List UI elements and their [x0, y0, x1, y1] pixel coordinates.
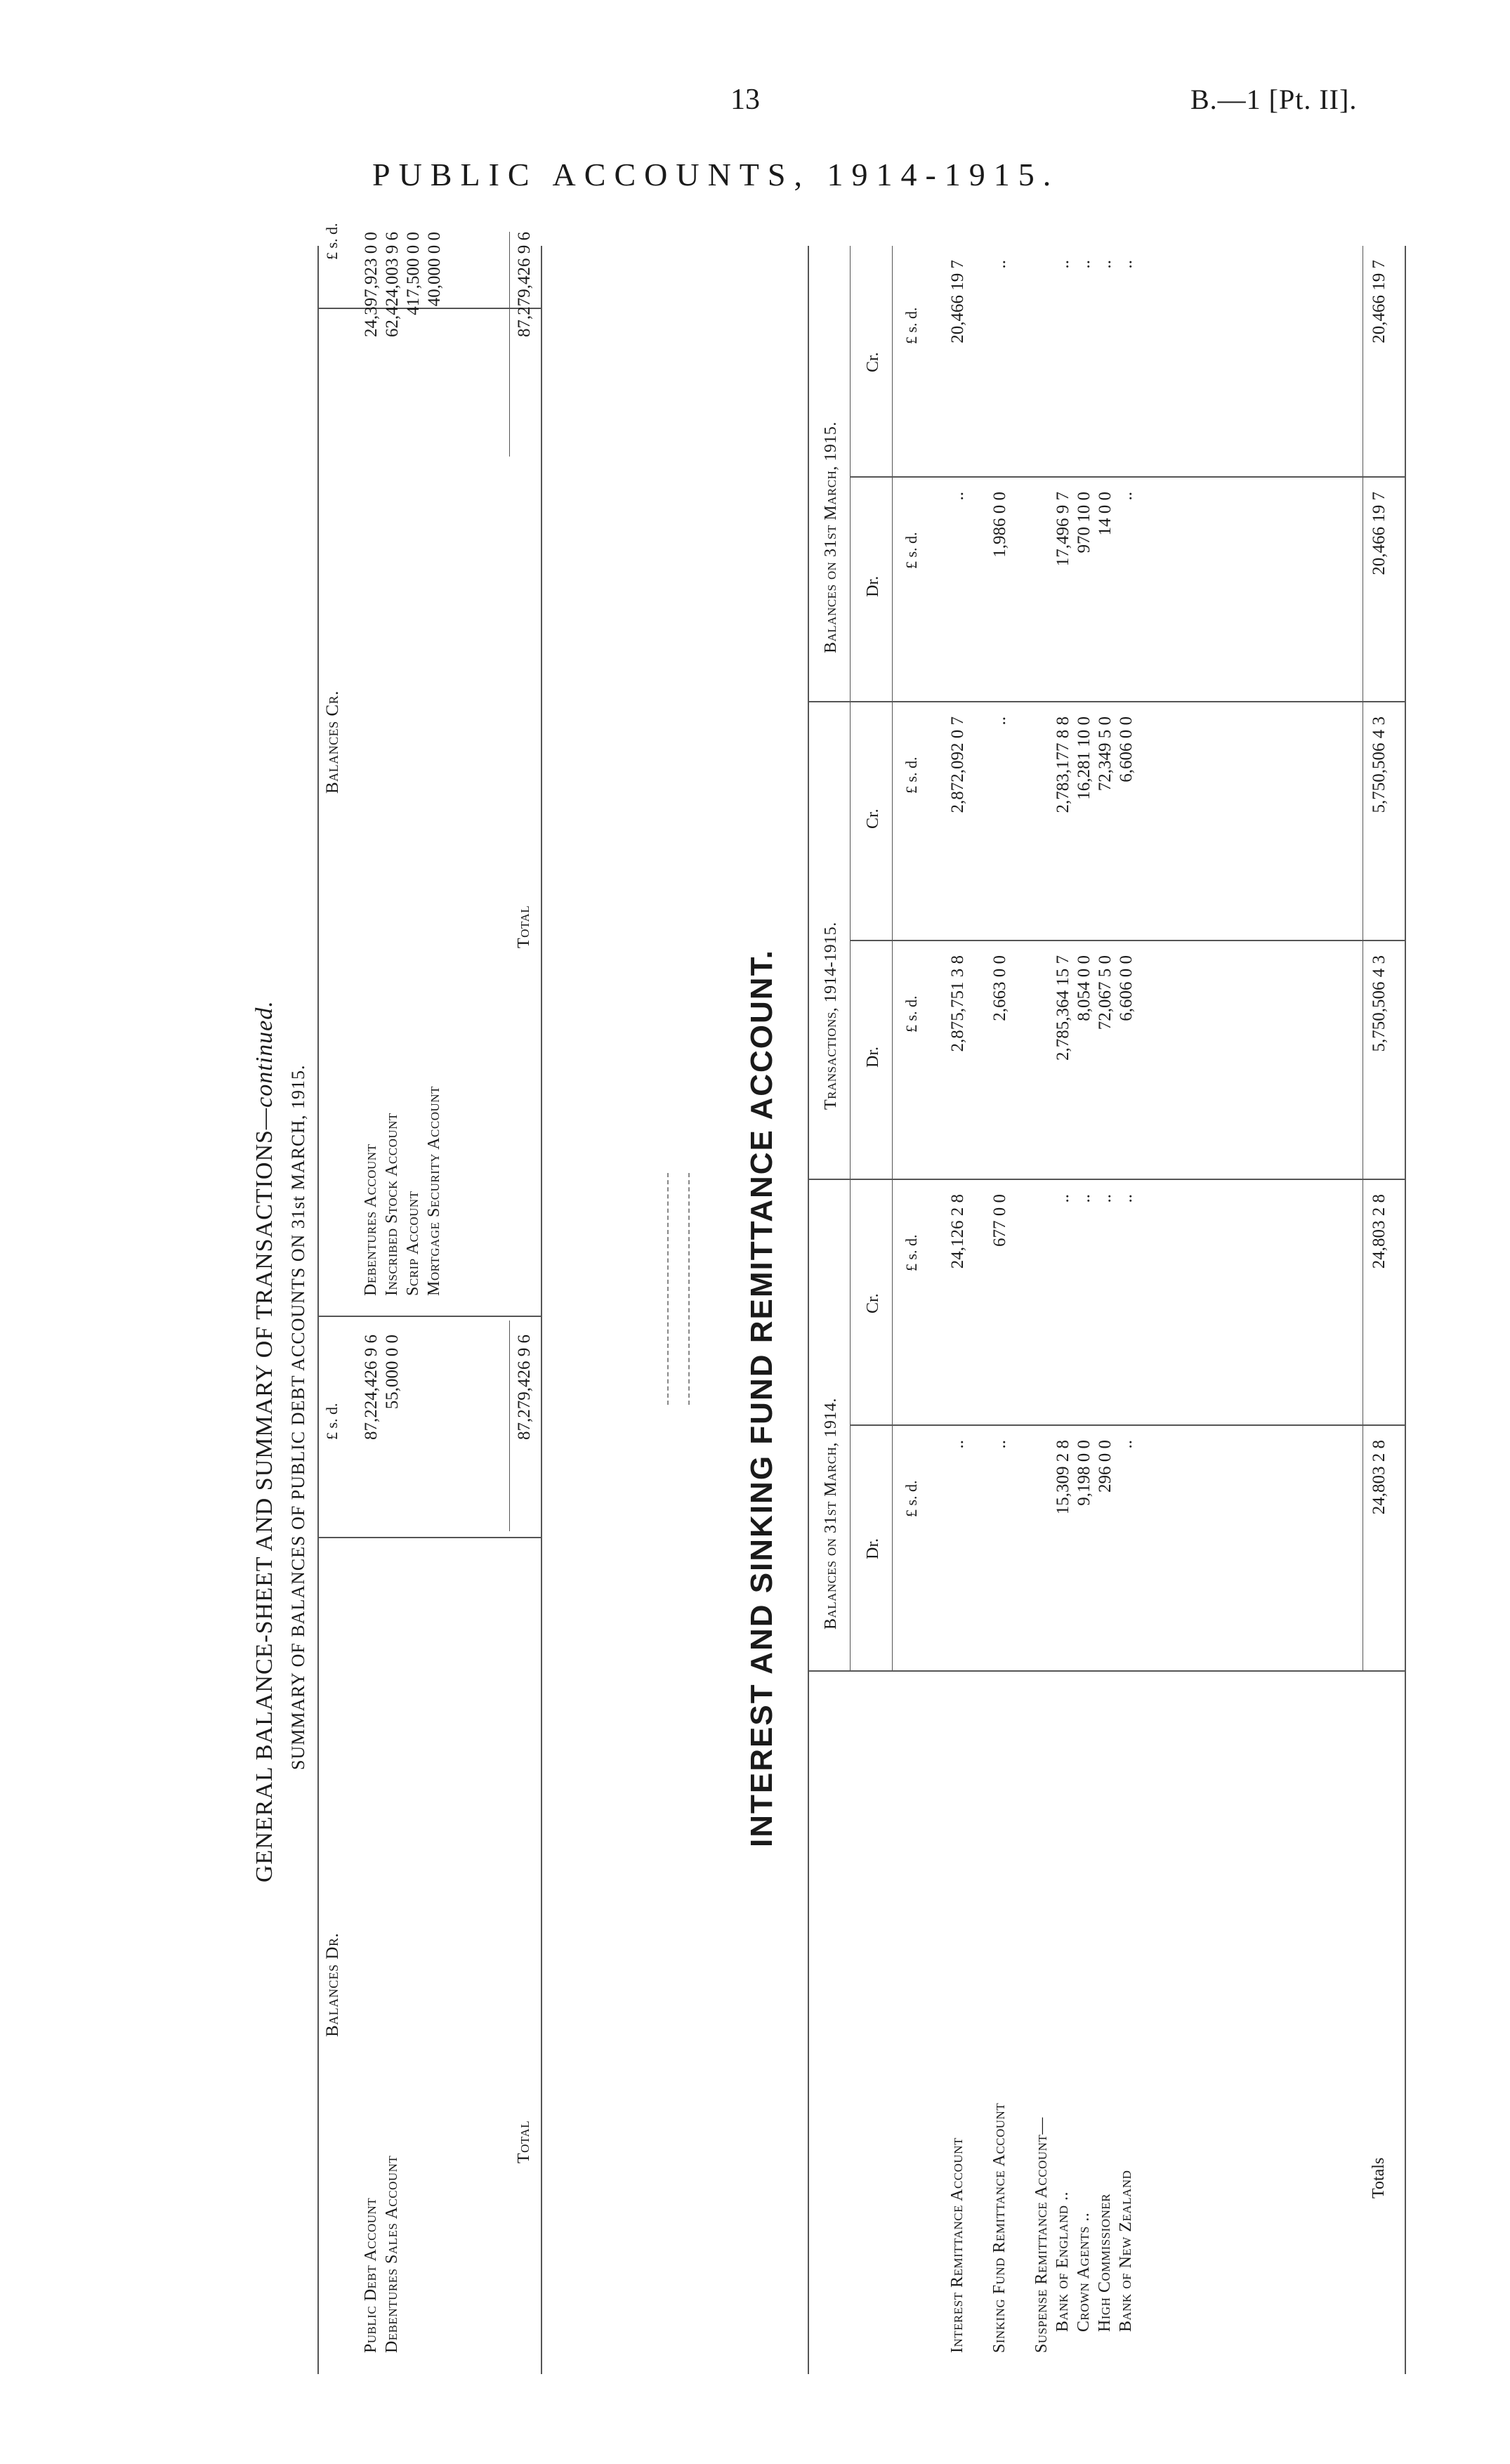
amount-cell-dr3: .. — [948, 492, 967, 501]
units-label: £ s. d. — [902, 1480, 920, 1517]
units-label: £ s. d. — [902, 756, 920, 794]
amount-cell-dr1: .. — [948, 1440, 967, 1449]
dr-total-amount: 87,279,426 9 6 — [515, 1335, 534, 1440]
units-label: £ s. d. — [902, 532, 920, 569]
column-divider — [850, 476, 1405, 478]
balances-cr-heading: Balances Cr. — [323, 690, 342, 794]
page-title: PUBLIC ACCOUNTS, 1914-1915. — [372, 157, 1060, 192]
cr-units: £ s. d. — [323, 223, 341, 260]
amount-cell-cr2: .. — [990, 716, 1009, 726]
balance-sheet-title: GENERAL BALANCE-SHEET AND SUMMARY OF TRANSACTIONS—continued. — [251, 1000, 277, 1882]
section-separator — [667, 1173, 669, 1405]
amount-cell-dr1: 9,198 0 0 — [1075, 1440, 1094, 1506]
amount-cell-cr3: .. — [1117, 260, 1136, 269]
amount-cell-dr2: 8,054 0 0 — [1075, 955, 1094, 1021]
cr-row-label: Scrip Account — [404, 1191, 422, 1296]
cr-total-amount: 87,279,426 9 6 — [515, 232, 534, 337]
cr-row-amount: 62,424,003 9 6 — [383, 232, 402, 337]
dr-row-amount: 87,224,426 9 6 — [362, 1335, 381, 1440]
cr-row-label: Inscribed Stock Account — [383, 1113, 401, 1296]
balance-sheet-subtitle: SUMMARY OF BALANCES OF PUBLIC DEBT ACCOUNTS ON 31st MARCH, 1915. — [288, 1064, 308, 1770]
units-label: £ s. d. — [902, 307, 920, 344]
total-dr3: 20,466 19 7 — [1370, 492, 1388, 575]
amount-cell-dr1: .. — [1117, 1440, 1136, 1449]
cr-row-amount: 417,500 0 0 — [404, 232, 423, 315]
cr-heading: Cr. — [864, 1293, 882, 1313]
cr-total-label: Total — [515, 905, 533, 948]
column-divider — [317, 1537, 542, 1538]
column-divider — [808, 1670, 1405, 1672]
total-cr2: 5,750,506 4 3 — [1370, 716, 1388, 813]
row-label: Interest Remittance Account — [948, 2137, 966, 2353]
rotated-landscape-tables — [239, 218, 1433, 2374]
column-divider — [808, 1179, 1405, 1180]
units-label: £ s. d. — [902, 1234, 920, 1271]
amount-cell-cr1: .. — [1053, 1194, 1072, 1203]
row-label: Sinking Fund Remittance Account — [990, 2102, 1009, 2353]
amount-cell-dr2: 72,067 5 0 — [1096, 955, 1115, 1030]
document-reference: B.—1 [Pt. II]. — [1190, 84, 1358, 115]
amount-cell-cr1: .. — [1096, 1194, 1115, 1203]
header-rule — [892, 246, 893, 1672]
cr-row-amount: 24,397,923 0 0 — [362, 232, 381, 337]
row-label: Suspense Remittance Account— — [1032, 2117, 1051, 2353]
amount-cell-dr2: 2,875,751 3 8 — [948, 955, 967, 1052]
amount-cell-dr3: 970 10 0 — [1075, 492, 1094, 553]
row-label: Bank of England .. — [1053, 2191, 1072, 2332]
dr-row-label: Public Debt Account — [362, 2197, 380, 2353]
cr-heading: Cr. — [864, 352, 882, 372]
amount-cell-dr1: 15,309 2 8 — [1053, 1440, 1072, 1515]
amount-cell-cr2: 2,783,177 8 8 — [1053, 716, 1072, 813]
amount-cell-cr3: .. — [990, 260, 1009, 269]
cr-row-amount: 40,000 0 0 — [425, 232, 444, 307]
amount-cell-cr1: 677 0 0 — [990, 1194, 1009, 1247]
amount-cell-dr2: 2,663 0 0 — [990, 955, 1009, 1021]
total-rule — [509, 1321, 510, 1531]
amount-cell-dr1: 296 0 0 — [1096, 1440, 1115, 1493]
dr-heading: Dr. — [864, 1538, 882, 1559]
dr-row-label: Debentures Sales Account — [383, 2155, 401, 2353]
table-rule — [317, 246, 319, 2374]
dr-row-amount: 55,000 0 0 — [383, 1335, 402, 1410]
page-number: 13 — [730, 84, 760, 116]
amount-cell-cr3: .. — [1075, 260, 1094, 269]
amount-cell-dr2: 6,606 0 0 — [1117, 955, 1136, 1021]
amount-cell-cr3: .. — [1053, 260, 1072, 269]
amount-cell-cr1: 24,126 2 8 — [948, 1194, 967, 1269]
amount-cell-cr1: .. — [1075, 1194, 1094, 1203]
header-rule — [850, 246, 851, 1672]
dr-heading: Dr. — [864, 576, 882, 597]
amount-cell-cr2: 6,606 0 0 — [1117, 716, 1136, 782]
table-rule — [1405, 246, 1406, 2374]
balances-dr-heading: Balances Dr. — [323, 1932, 342, 2037]
units-label: £ s. d. — [902, 995, 920, 1033]
total-cr1: 24,803 2 8 — [1370, 1194, 1388, 1269]
column-divider — [850, 1424, 1405, 1426]
cr-row-label: Debentures Account — [362, 1143, 380, 1296]
row-label: Crown Agents .. — [1075, 2212, 1093, 2332]
amount-cell-dr2: 2,785,364 15 7 — [1053, 955, 1072, 1061]
total-rule — [509, 232, 510, 457]
amount-cell-cr3: 20,466 19 7 — [948, 260, 967, 343]
table-rule — [541, 246, 542, 2374]
amount-cell-cr1: .. — [1117, 1194, 1136, 1203]
amount-cell-dr3: 1,986 0 0 — [990, 492, 1009, 558]
group-header-transactions: Transactions, 1914-1915. — [822, 922, 840, 1110]
amount-cell-cr2: 72,349 5 0 — [1096, 716, 1115, 792]
cr-heading: Cr. — [864, 808, 882, 829]
section-separator — [688, 1173, 690, 1405]
row-label: High Commissioner — [1096, 2193, 1114, 2332]
amount-cell-dr3: 17,496 9 7 — [1053, 492, 1072, 567]
total-cr3: 20,466 19 7 — [1370, 260, 1388, 343]
row-label: Bank of New Zealand — [1117, 2170, 1135, 2332]
amount-cell-cr2: 16,281 10 0 — [1075, 716, 1094, 800]
amount-cell-cr3: .. — [1096, 260, 1115, 269]
column-divider — [317, 1316, 542, 1317]
column-divider — [808, 701, 1405, 702]
group-header-1915: Balances on 31st March, 1915. — [822, 421, 840, 653]
totals-label: Totals — [1370, 2157, 1388, 2198]
interest-account-title: INTEREST AND SINKING FUND REMITTANCE ACCOUNT. — [744, 949, 779, 1847]
amount-cell-cr2: 2,872,092 0 7 — [948, 716, 967, 813]
amount-cell-dr1: .. — [990, 1440, 1009, 1449]
group-header-1914: Balances on 31st March, 1914. — [822, 1398, 840, 1630]
total-dr2: 5,750,506 4 3 — [1370, 955, 1388, 1052]
dr-units: £ s. d. — [323, 1403, 341, 1440]
cr-row-label: Mortgage Security Account — [425, 1086, 443, 1296]
dr-total-label: Total — [515, 2120, 533, 2163]
amount-cell-dr3: 14 0 0 — [1096, 492, 1115, 536]
total-dr1: 24,803 2 8 — [1370, 1440, 1388, 1515]
column-divider — [850, 940, 1405, 941]
table-rule — [808, 246, 809, 2374]
amount-cell-dr3: .. — [1117, 492, 1136, 501]
dr-heading: Dr. — [864, 1047, 882, 1068]
